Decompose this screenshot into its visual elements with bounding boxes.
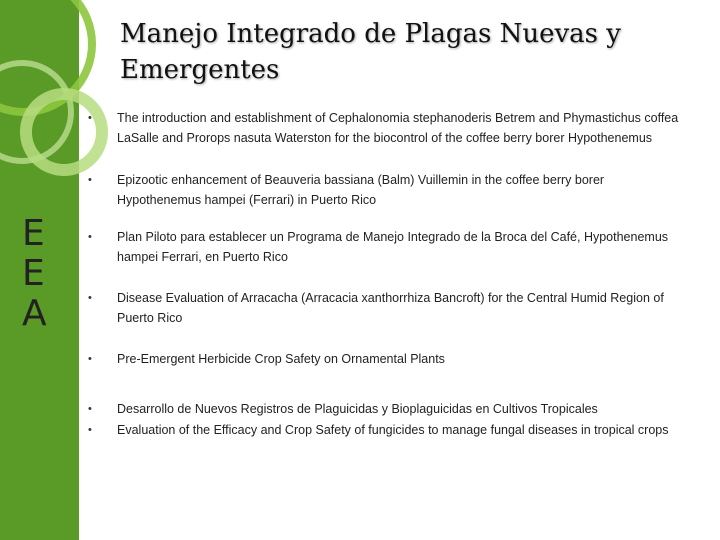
slide-title: Manejo Integrado de Plagas Nuevas y Emergentes — [120, 19, 621, 85]
list-item-text: Evaluation of the Efficacy and Crop Safety of fungicides to manage fungal diseases in tropical crops — [117, 423, 669, 437]
side-label-letter: E — [22, 213, 45, 254]
side-label-letter: A — [22, 293, 47, 334]
side-label-letter: E — [22, 253, 45, 294]
bullet-icon: • — [88, 292, 92, 304]
bullet-icon: • — [88, 231, 92, 243]
list-item-text: The introduction and establishment of Cephalonomia stephanoderis Betrem and Phymastichus coffea LaSalle and Prorops nasuta Waterston for the biocontrol of the coffee berry borer Hypothenemus — [117, 111, 679, 145]
list-item — [88, 108, 688, 148]
list-item-text: Disease Evaluation of Arracacha (Arracacia xanthorrhiza Bancroft) for the Central Humid Region of Puerto Rico — [117, 291, 664, 325]
bullet-icon: • — [88, 403, 92, 415]
list-item — [88, 399, 688, 419]
list-item-text: Desarrollo de Nuevos Registros de Plaguicidas y Bioplaguicidas en Cultivos Tropicales — [117, 402, 598, 416]
bullet-icon: • — [88, 424, 92, 436]
list-item — [88, 227, 688, 267]
bullet-icon: • — [88, 353, 92, 365]
list-item — [88, 170, 688, 210]
list-item-text: Pre-Emergent Herbicide Crop Safety on Ornamental Plants — [117, 352, 445, 366]
list-item-text: Plan Piloto para establecer un Programa de Manejo Integrado de la Broca del Café, Hypothenemus hampei Ferrari, en Puerto Rico — [117, 230, 669, 264]
list-item — [88, 420, 688, 440]
list-item-text: Epizootic enhancement of Beauveria bassiana (Balm) Vuillemin in the coffee berry borer Hypothenemus hampei (Ferrari) in Puerto Rico — [117, 173, 605, 207]
bullet-list — [88, 108, 688, 440]
side-label — [22, 214, 62, 334]
list-item — [88, 349, 688, 369]
list-item — [88, 288, 688, 328]
bullet-icon: • — [88, 174, 92, 186]
bullet-icon: • — [88, 112, 92, 124]
